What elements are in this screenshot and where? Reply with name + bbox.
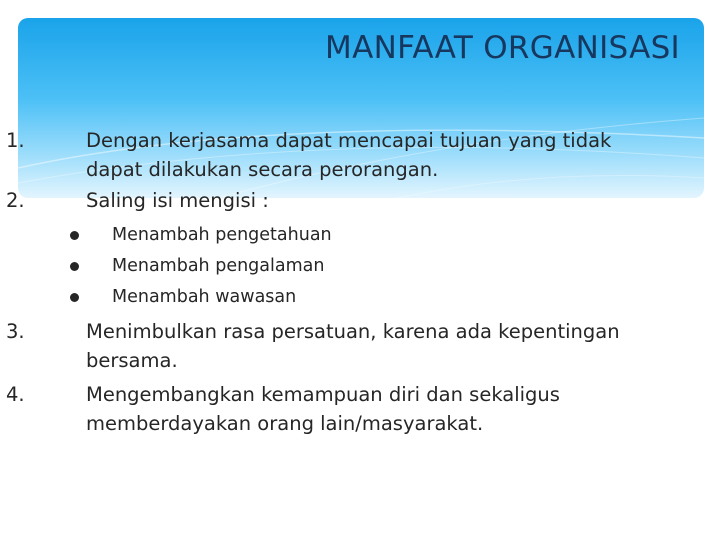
list-item-text: Saling isi mengisi : (86, 189, 269, 212)
sub-list-item: Menambah pengetahuan (112, 225, 332, 245)
list-number: 2. (6, 189, 25, 212)
slide-title: MANFAAT ORGANISASI (325, 30, 680, 66)
list-item-text: memberdayakan orang lain/masyarakat. (86, 412, 484, 435)
list-item-text: Dengan kerjasama dapat mencapai tujuan yang tidak (86, 129, 612, 152)
list-number: 4. (6, 383, 25, 406)
sub-list-item: Menambah wawasan (112, 287, 297, 307)
sub-list-item: Menambah pengalaman (112, 256, 325, 276)
bullet-icon (70, 293, 79, 302)
list-item-text: Menimbulkan rasa persatuan, karena ada kepentingan (86, 320, 620, 343)
bullet-icon (70, 262, 79, 271)
list-item-text: bersama. (86, 349, 178, 372)
bullet-icon (70, 231, 79, 240)
list-number: 1. (6, 129, 25, 152)
list-item-text: Mengembangkan kemampuan diri dan sekaligus (86, 383, 560, 406)
list-item-text: dapat dilakukan secara perorangan. (86, 158, 439, 181)
list-number: 3. (6, 320, 25, 343)
